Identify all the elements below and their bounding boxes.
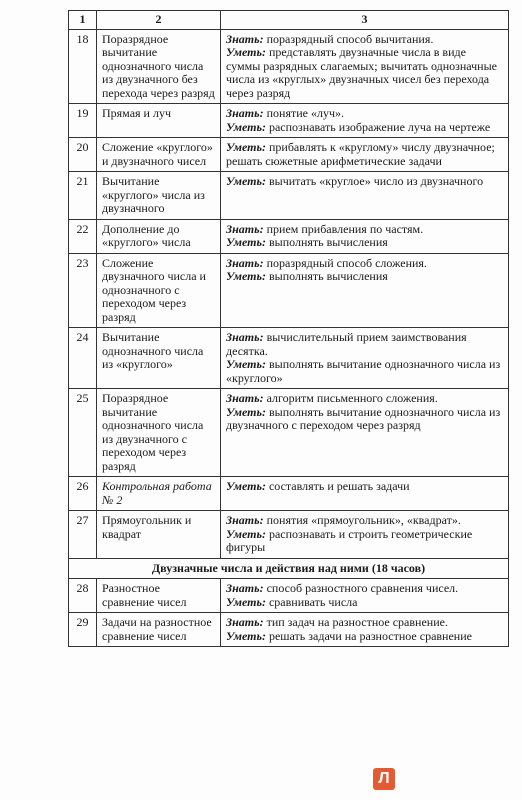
requirement-keyword: Знать: [226, 106, 264, 120]
requirement-keyword: Уметь: [226, 140, 266, 154]
requirement-text: решать задачи на разностное сравнение [265, 628, 472, 643]
row-number: 29 [69, 613, 97, 647]
lesson-topic: Поразрядное вычитание однозначного числа из двузначного без перехода через разряд [97, 29, 221, 104]
requirement-keyword: Уметь: [226, 594, 266, 609]
requirement-line [226, 514, 503, 528]
requirement-line [226, 480, 503, 494]
row-number: 27 [69, 511, 97, 559]
column-header-3: 3 [221, 11, 509, 30]
table-row [69, 104, 509, 138]
requirements-cell [221, 253, 509, 328]
lesson-topic: Вычитание однозначного числа из «круглого» [97, 328, 221, 389]
requirement-text: поразрядный способ вычитания. [263, 31, 434, 46]
requirement-keyword: Знать: [226, 615, 264, 629]
requirement-keyword: Уметь: [226, 526, 266, 541]
requirement-text: сравнивать числа [265, 594, 358, 609]
table-row [69, 511, 509, 559]
requirements-cell [221, 389, 509, 477]
table-body-part-1 [69, 29, 509, 558]
requirement-text: прием прибавления по частям. [263, 221, 424, 236]
requirement-line [226, 236, 503, 250]
requirements-cell [221, 613, 509, 647]
requirement-keyword: Уметь: [226, 174, 266, 188]
row-number: 19 [69, 104, 97, 138]
requirement-line [226, 107, 503, 121]
requirement-line [226, 331, 503, 358]
requirements-cell [221, 29, 509, 104]
requirement-line [226, 141, 503, 168]
table-row [69, 172, 509, 220]
column-header-2: 2 [97, 11, 221, 30]
requirement-keyword: Уметь: [226, 119, 266, 134]
lesson-topic: Контрольная работа № 2 [97, 477, 221, 511]
requirements-cell [221, 138, 509, 172]
table-row [69, 579, 509, 613]
requirement-keyword: Знать: [226, 31, 264, 46]
lesson-topic: Прямоугольник и квадрат [97, 511, 221, 559]
table-section [69, 558, 509, 579]
requirement-line [226, 392, 503, 406]
requirement-keyword: Знать: [226, 221, 264, 236]
header-row [69, 11, 509, 30]
requirement-line [226, 616, 503, 630]
requirement-line [226, 270, 503, 284]
lesson-topic: Сложение «круглого» и двузначного чисел [97, 138, 221, 172]
lesson-topic: Прямая и луч [97, 104, 221, 138]
requirements-cell [221, 172, 509, 220]
requirement-line [226, 121, 503, 135]
requirement-text: выполнять вычитание однозначного числа из двузначного с переходом через разряд [226, 404, 501, 432]
requirement-line [226, 596, 503, 610]
requirement-text: распознавать изображение луча на чертеже [265, 119, 491, 134]
section-row [69, 558, 509, 579]
requirement-text: алгоритм письменного сложения. [263, 391, 438, 405]
row-number: 22 [69, 219, 97, 253]
requirement-keyword: Знать: [226, 330, 264, 344]
lesson-topic: Задачи на разностное сравнение чисел [97, 613, 221, 647]
lesson-topic: Вычитание «круглого» числа из двузначного [97, 172, 221, 220]
lesson-topic: Поразрядное вычитание однозначного числа из двузначного с переходом через разряд [97, 389, 221, 477]
requirement-line [226, 46, 503, 100]
column-header-1: 1 [69, 11, 97, 30]
requirement-text: представлять двузначные числа в виде суммы разрядных слагаемых; вычитать однозначные числа из «круглых» двузначных чисел без перехода через разряд [226, 45, 497, 100]
requirement-text: выполнять вычитание однозначного числа из «круглого» [226, 357, 501, 385]
requirement-keyword: Знать: [226, 391, 264, 405]
requirement-keyword: Уметь: [226, 269, 266, 283]
requirement-keyword: Уметь: [226, 404, 266, 419]
table-row [69, 328, 509, 389]
requirements-cell [221, 219, 509, 253]
requirements-cell [221, 511, 509, 559]
table-row [69, 613, 509, 647]
requirement-line [226, 33, 503, 47]
requirement-text: вычислительный прием заимствования десятка. [226, 330, 467, 358]
requirement-text: способ разностного сравнения чисел. [263, 581, 459, 595]
requirement-text: поразрядный способ сложения. [263, 255, 427, 270]
lesson-topic: Разностное сравнение чисел [97, 579, 221, 613]
table-row [69, 219, 509, 253]
table-row [69, 253, 509, 328]
requirement-keyword: Уметь: [226, 628, 266, 643]
row-number: 21 [69, 172, 97, 220]
requirement-text: понятия «прямоугольник», «квадрат». [263, 513, 461, 527]
requirement-line [226, 223, 503, 237]
row-number: 20 [69, 138, 97, 172]
requirement-keyword: Знать: [226, 255, 264, 270]
table-row [69, 29, 509, 104]
litres-logo-icon: Л [373, 768, 395, 790]
row-number: 23 [69, 253, 97, 328]
requirement-keyword: Уметь: [226, 479, 266, 493]
requirement-line [226, 358, 503, 385]
requirement-text: выполнять вычисления [265, 235, 388, 249]
requirements-cell [221, 104, 509, 138]
table-row [69, 138, 509, 172]
requirement-text: распознавать и строить геометрические фигуры [226, 526, 473, 554]
row-number: 18 [69, 29, 97, 104]
row-number: 25 [69, 389, 97, 477]
requirement-keyword: Знать: [226, 513, 264, 527]
requirement-keyword: Знать: [226, 581, 264, 595]
requirements-cell [221, 477, 509, 511]
requirement-keyword: Уметь: [226, 45, 266, 59]
row-number: 24 [69, 328, 97, 389]
row-number: 26 [69, 477, 97, 511]
requirement-line [226, 175, 503, 189]
requirement-keyword: Уметь: [226, 357, 266, 371]
requirement-line [226, 582, 503, 596]
requirement-text: прибавлять к «круглому» числу двузначное; решать сюжетные арифметические задачи [226, 140, 495, 168]
section-title: Двузначные числа и действия над ними (18 часов) [69, 558, 509, 579]
requirement-line [226, 406, 503, 433]
requirement-keyword: Уметь: [226, 235, 266, 249]
requirement-line [226, 528, 503, 555]
requirement-line [226, 257, 503, 271]
requirement-text: тип задач на разностное сравнение. [263, 615, 448, 629]
requirement-line [226, 630, 503, 644]
lesson-topic: Сложение двузначного числа и однозначного с переходом через разряд [97, 253, 221, 328]
curriculum-table [68, 10, 509, 647]
lesson-topic: Дополнение до «круглого» числа [97, 219, 221, 253]
requirements-cell [221, 328, 509, 389]
requirement-text: понятие «луч». [263, 106, 344, 120]
row-number: 28 [69, 579, 97, 613]
table-body-part-2 [69, 579, 509, 647]
requirement-text: выполнять вычисления [265, 269, 388, 283]
requirements-cell [221, 579, 509, 613]
table-row [69, 389, 509, 477]
requirement-text: вычитать «круглое» число из двузначного [265, 174, 484, 188]
requirement-text: составлять и решать задачи [265, 479, 410, 493]
table-row [69, 477, 509, 511]
